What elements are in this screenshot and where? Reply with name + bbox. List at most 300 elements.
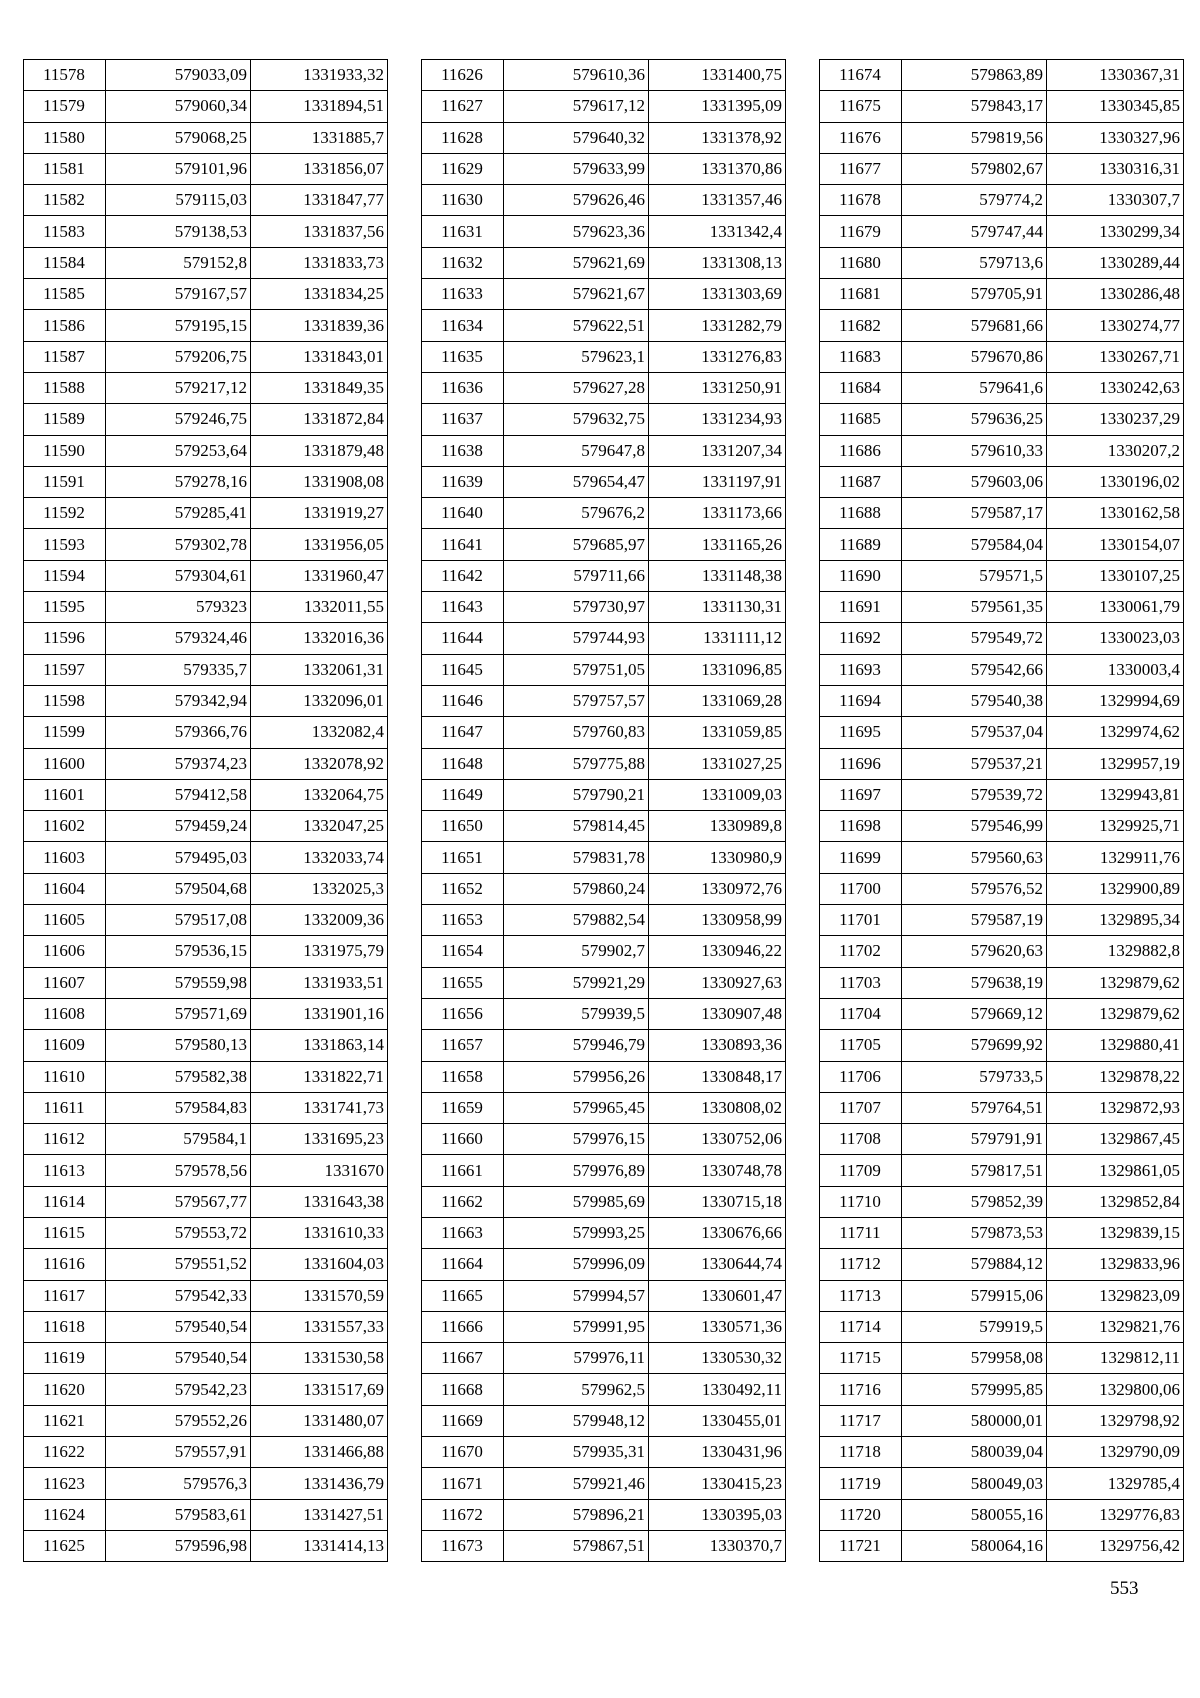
y-coordinate-cell: 1329756,42 — [1047, 1530, 1184, 1561]
x-coordinate-cell: 579760,83 — [504, 717, 649, 748]
point-number-cell: 11581 — [24, 153, 106, 184]
table-row — [24, 1155, 388, 1186]
point-number-cell: 11594 — [24, 560, 106, 591]
point-number-cell: 11613 — [24, 1155, 106, 1186]
x-coordinate-cell: 579206,75 — [106, 341, 251, 372]
y-coordinate-cell: 1331517,69 — [251, 1374, 388, 1405]
y-coordinate-cell: 1332078,92 — [251, 748, 388, 779]
point-number-cell: 11606 — [24, 936, 106, 967]
table-row — [422, 153, 786, 184]
point-number-cell: 11585 — [24, 279, 106, 310]
y-coordinate-cell: 1331165,26 — [649, 529, 786, 560]
x-coordinate-cell: 579991,95 — [504, 1311, 649, 1342]
y-coordinate-cell: 1331670 — [251, 1155, 388, 1186]
y-coordinate-cell: 1330307,7 — [1047, 185, 1184, 216]
table-row — [422, 1249, 786, 1280]
point-number-cell: 11703 — [820, 967, 902, 998]
y-coordinate-cell: 1331843,01 — [251, 341, 388, 372]
x-coordinate-cell: 579302,78 — [106, 529, 251, 560]
y-coordinate-cell: 1331856,07 — [251, 153, 388, 184]
table-row — [422, 1217, 786, 1248]
x-coordinate-cell: 579517,08 — [106, 905, 251, 936]
y-coordinate-cell: 1330286,48 — [1047, 279, 1184, 310]
x-coordinate-cell: 579638,19 — [902, 967, 1047, 998]
point-number-cell: 11692 — [820, 623, 902, 654]
x-coordinate-cell: 579115,03 — [106, 185, 251, 216]
x-coordinate-cell: 579791,91 — [902, 1124, 1047, 1155]
point-number-cell: 11617 — [24, 1280, 106, 1311]
y-coordinate-cell: 1330748,78 — [649, 1155, 786, 1186]
point-number-cell: 11611 — [24, 1092, 106, 1123]
x-coordinate-cell: 579584,1 — [106, 1124, 251, 1155]
x-coordinate-cell: 579504,68 — [106, 873, 251, 904]
y-coordinate-cell: 1331956,05 — [251, 529, 388, 560]
y-coordinate-cell: 1332061,31 — [251, 654, 388, 685]
point-number-cell: 11609 — [24, 1030, 106, 1061]
point-number-cell: 11688 — [820, 498, 902, 529]
y-coordinate-cell: 1330808,02 — [649, 1092, 786, 1123]
y-coordinate-cell: 1330752,06 — [649, 1124, 786, 1155]
x-coordinate-cell: 579699,92 — [902, 1030, 1047, 1061]
x-coordinate-cell: 579958,08 — [902, 1343, 1047, 1374]
table-row — [24, 1092, 388, 1123]
point-number-cell: 11651 — [422, 842, 504, 873]
point-number-cell: 11718 — [820, 1437, 902, 1468]
point-number-cell: 11627 — [422, 91, 504, 122]
point-number-cell: 11603 — [24, 842, 106, 873]
table-row — [24, 1343, 388, 1374]
y-coordinate-cell: 1331695,23 — [251, 1124, 388, 1155]
point-number-cell: 11673 — [422, 1530, 504, 1561]
point-number-cell: 11619 — [24, 1343, 106, 1374]
point-number-cell: 11643 — [422, 592, 504, 623]
x-coordinate-cell: 579622,51 — [504, 310, 649, 341]
x-coordinate-cell: 579802,67 — [902, 153, 1047, 184]
x-coordinate-cell: 579580,13 — [106, 1030, 251, 1061]
point-number-cell: 11644 — [422, 623, 504, 654]
y-coordinate-cell: 1329872,93 — [1047, 1092, 1184, 1123]
table-row — [422, 685, 786, 716]
y-coordinate-cell: 1329882,8 — [1047, 936, 1184, 967]
y-coordinate-cell: 1331027,25 — [649, 748, 786, 779]
table-row — [820, 1311, 1184, 1342]
table-row — [820, 905, 1184, 936]
y-coordinate-cell: 1331975,79 — [251, 936, 388, 967]
y-coordinate-cell: 1331894,51 — [251, 91, 388, 122]
x-coordinate-cell: 579976,11 — [504, 1343, 649, 1374]
x-coordinate-cell: 579553,72 — [106, 1217, 251, 1248]
table-row — [820, 654, 1184, 685]
x-coordinate-cell: 580000,01 — [902, 1405, 1047, 1436]
x-coordinate-cell: 579705,91 — [902, 279, 1047, 310]
x-coordinate-cell: 579843,17 — [902, 91, 1047, 122]
x-coordinate-cell: 579571,69 — [106, 998, 251, 1029]
y-coordinate-cell: 1331741,73 — [251, 1092, 388, 1123]
table-row — [422, 529, 786, 560]
table-row — [422, 1155, 786, 1186]
y-coordinate-cell: 1332016,36 — [251, 623, 388, 654]
table-row — [422, 91, 786, 122]
point-number-cell: 11584 — [24, 247, 106, 278]
point-number-cell: 11599 — [24, 717, 106, 748]
x-coordinate-cell: 579676,2 — [504, 498, 649, 529]
y-coordinate-cell: 1329925,71 — [1047, 811, 1184, 842]
point-number-cell: 11691 — [820, 592, 902, 623]
table-row — [820, 1468, 1184, 1499]
table-row — [24, 1186, 388, 1217]
table-row — [820, 811, 1184, 842]
y-coordinate-cell: 1331370,86 — [649, 153, 786, 184]
point-number-cell: 11677 — [820, 153, 902, 184]
point-number-cell: 11601 — [24, 779, 106, 810]
y-coordinate-cell: 1331885,7 — [251, 122, 388, 153]
y-coordinate-cell: 1330267,71 — [1047, 341, 1184, 372]
point-number-cell: 11634 — [422, 310, 504, 341]
table-row — [422, 372, 786, 403]
point-number-cell: 11590 — [24, 435, 106, 466]
y-coordinate-cell: 1331822,71 — [251, 1061, 388, 1092]
x-coordinate-cell: 579946,79 — [504, 1030, 649, 1061]
table-row — [24, 1280, 388, 1311]
y-coordinate-cell: 1331919,27 — [251, 498, 388, 529]
table-row — [820, 404, 1184, 435]
y-coordinate-cell: 1331610,33 — [251, 1217, 388, 1248]
point-number-cell: 11687 — [820, 466, 902, 497]
point-number-cell: 11654 — [422, 936, 504, 967]
point-number-cell: 11608 — [24, 998, 106, 1029]
y-coordinate-cell: 1332011,55 — [251, 592, 388, 623]
x-coordinate-cell: 579304,61 — [106, 560, 251, 591]
x-coordinate-cell: 579965,45 — [504, 1092, 649, 1123]
point-number-cell: 11623 — [24, 1468, 106, 1499]
table-row — [820, 717, 1184, 748]
y-coordinate-cell: 1331908,08 — [251, 466, 388, 497]
point-number-cell: 11716 — [820, 1374, 902, 1405]
table-row — [24, 1374, 388, 1405]
x-coordinate-cell: 579584,04 — [902, 529, 1047, 560]
table-row — [24, 1311, 388, 1342]
y-coordinate-cell: 1332096,01 — [251, 685, 388, 716]
point-number-cell: 11663 — [422, 1217, 504, 1248]
point-number-cell: 11630 — [422, 185, 504, 216]
x-coordinate-cell: 579774,2 — [902, 185, 1047, 216]
point-number-cell: 11616 — [24, 1249, 106, 1280]
point-number-cell: 11679 — [820, 216, 902, 247]
x-coordinate-cell: 579539,72 — [902, 779, 1047, 810]
y-coordinate-cell: 1330455,01 — [649, 1405, 786, 1436]
x-coordinate-cell: 579985,69 — [504, 1186, 649, 1217]
point-number-cell: 11706 — [820, 1061, 902, 1092]
table-row — [422, 341, 786, 372]
table-row — [24, 185, 388, 216]
y-coordinate-cell: 1329994,69 — [1047, 685, 1184, 716]
table-row — [820, 1186, 1184, 1217]
x-coordinate-cell: 579744,93 — [504, 623, 649, 654]
y-coordinate-cell: 1331834,25 — [251, 279, 388, 310]
y-coordinate-cell: 1330927,63 — [649, 967, 786, 998]
y-coordinate-cell: 1330848,17 — [649, 1061, 786, 1092]
point-number-cell: 11696 — [820, 748, 902, 779]
x-coordinate-cell: 579195,15 — [106, 310, 251, 341]
y-coordinate-cell: 1329812,11 — [1047, 1343, 1184, 1374]
point-number-cell: 11701 — [820, 905, 902, 936]
point-number-cell: 11586 — [24, 310, 106, 341]
point-number-cell: 11593 — [24, 529, 106, 560]
y-coordinate-cell: 1330676,66 — [649, 1217, 786, 1248]
table-row — [24, 1249, 388, 1280]
y-coordinate-cell: 1330644,74 — [649, 1249, 786, 1280]
table-row — [24, 779, 388, 810]
y-coordinate-cell: 1331833,73 — [251, 247, 388, 278]
point-number-cell: 11631 — [422, 216, 504, 247]
table-row — [24, 404, 388, 435]
y-coordinate-cell: 1330989,8 — [649, 811, 786, 842]
table-row — [820, 341, 1184, 372]
table-row — [422, 811, 786, 842]
x-coordinate-cell: 579935,31 — [504, 1437, 649, 1468]
y-coordinate-cell: 1330715,18 — [649, 1186, 786, 1217]
table-row — [24, 1030, 388, 1061]
table-row — [422, 279, 786, 310]
x-coordinate-cell: 579896,21 — [504, 1499, 649, 1530]
y-coordinate-cell: 1330395,03 — [649, 1499, 786, 1530]
coordinate-table-2 — [421, 59, 786, 1562]
x-coordinate-cell: 579623,1 — [504, 341, 649, 372]
table-row — [422, 842, 786, 873]
point-number-cell: 11657 — [422, 1030, 504, 1061]
x-coordinate-cell: 579884,12 — [902, 1249, 1047, 1280]
y-coordinate-cell: 1332064,75 — [251, 779, 388, 810]
x-coordinate-cell: 579561,35 — [902, 592, 1047, 623]
table-row — [24, 1437, 388, 1468]
point-number-cell: 11642 — [422, 560, 504, 591]
table-row — [24, 60, 388, 91]
table-row — [820, 498, 1184, 529]
y-coordinate-cell: 1332082,4 — [251, 717, 388, 748]
y-coordinate-cell: 1331342,4 — [649, 216, 786, 247]
y-coordinate-cell: 1331879,48 — [251, 435, 388, 466]
x-coordinate-cell: 579627,28 — [504, 372, 649, 403]
y-coordinate-cell: 1330946,22 — [649, 936, 786, 967]
y-coordinate-cell: 1330492,11 — [649, 1374, 786, 1405]
y-coordinate-cell: 1329800,06 — [1047, 1374, 1184, 1405]
x-coordinate-cell: 579919,5 — [902, 1311, 1047, 1342]
point-number-cell: 11686 — [820, 435, 902, 466]
y-coordinate-cell: 1330162,58 — [1047, 498, 1184, 529]
table-row — [24, 560, 388, 591]
point-number-cell: 11635 — [422, 341, 504, 372]
y-coordinate-cell: 1331863,14 — [251, 1030, 388, 1061]
point-number-cell: 11714 — [820, 1311, 902, 1342]
x-coordinate-cell: 579253,64 — [106, 435, 251, 466]
table-row — [24, 873, 388, 904]
point-number-cell: 11592 — [24, 498, 106, 529]
table-row — [24, 529, 388, 560]
y-coordinate-cell: 1330958,99 — [649, 905, 786, 936]
table-row — [422, 779, 786, 810]
y-coordinate-cell: 1331557,33 — [251, 1311, 388, 1342]
point-number-cell: 11666 — [422, 1311, 504, 1342]
y-coordinate-cell: 1331009,03 — [649, 779, 786, 810]
table-row — [820, 185, 1184, 216]
point-number-cell: 11595 — [24, 592, 106, 623]
table-row — [422, 873, 786, 904]
x-coordinate-cell: 579549,72 — [902, 623, 1047, 654]
x-coordinate-cell: 579994,57 — [504, 1280, 649, 1311]
table-row — [24, 498, 388, 529]
x-coordinate-cell: 579730,97 — [504, 592, 649, 623]
y-coordinate-cell: 1330107,25 — [1047, 560, 1184, 591]
point-number-cell: 11712 — [820, 1249, 902, 1280]
x-coordinate-cell: 579623,36 — [504, 216, 649, 247]
x-coordinate-cell: 579681,66 — [902, 310, 1047, 341]
point-number-cell: 11637 — [422, 404, 504, 435]
x-coordinate-cell: 579976,15 — [504, 1124, 649, 1155]
y-coordinate-cell: 1330907,48 — [649, 998, 786, 1029]
point-number-cell: 11669 — [422, 1405, 504, 1436]
x-coordinate-cell: 579542,33 — [106, 1280, 251, 1311]
point-number-cell: 11700 — [820, 873, 902, 904]
table-row — [24, 1530, 388, 1561]
y-coordinate-cell: 1329879,62 — [1047, 967, 1184, 998]
y-coordinate-cell: 1331378,92 — [649, 122, 786, 153]
table-row — [422, 623, 786, 654]
y-coordinate-cell: 1330345,85 — [1047, 91, 1184, 122]
x-coordinate-cell: 579374,23 — [106, 748, 251, 779]
y-coordinate-cell: 1330196,02 — [1047, 466, 1184, 497]
table-row — [24, 748, 388, 779]
x-coordinate-cell: 579246,75 — [106, 404, 251, 435]
x-coordinate-cell: 579996,09 — [504, 1249, 649, 1280]
point-number-cell: 11625 — [24, 1530, 106, 1561]
y-coordinate-cell: 1329861,05 — [1047, 1155, 1184, 1186]
point-number-cell: 11710 — [820, 1186, 902, 1217]
x-coordinate-cell: 579576,52 — [902, 873, 1047, 904]
point-number-cell: 11662 — [422, 1186, 504, 1217]
x-coordinate-cell: 579882,54 — [504, 905, 649, 936]
y-coordinate-cell: 1329957,19 — [1047, 748, 1184, 779]
table-row — [24, 1061, 388, 1092]
x-coordinate-cell: 579915,06 — [902, 1280, 1047, 1311]
table-row — [820, 1280, 1184, 1311]
y-coordinate-cell: 1331207,34 — [649, 435, 786, 466]
table-row — [820, 247, 1184, 278]
x-coordinate-cell: 580049,03 — [902, 1468, 1047, 1499]
table-row — [820, 1405, 1184, 1436]
table-row — [422, 1374, 786, 1405]
table-row — [820, 1061, 1184, 1092]
coordinate-table-body — [422, 60, 786, 1562]
point-number-cell: 11607 — [24, 967, 106, 998]
table-row — [422, 560, 786, 591]
point-number-cell: 11579 — [24, 91, 106, 122]
table-row — [820, 592, 1184, 623]
y-coordinate-cell: 1331933,32 — [251, 60, 388, 91]
x-coordinate-cell: 579537,04 — [902, 717, 1047, 748]
table-row — [820, 1343, 1184, 1374]
y-coordinate-cell: 1331111,12 — [649, 623, 786, 654]
y-coordinate-cell: 1330601,47 — [649, 1280, 786, 1311]
x-coordinate-cell: 579571,5 — [902, 560, 1047, 591]
y-coordinate-cell: 1330370,7 — [649, 1530, 786, 1561]
table-row — [24, 310, 388, 341]
point-number-cell: 11676 — [820, 122, 902, 153]
point-number-cell: 11622 — [24, 1437, 106, 1468]
x-coordinate-cell: 579582,38 — [106, 1061, 251, 1092]
x-coordinate-cell: 579948,12 — [504, 1405, 649, 1436]
x-coordinate-cell: 579583,61 — [106, 1499, 251, 1530]
x-coordinate-cell: 579587,17 — [902, 498, 1047, 529]
x-coordinate-cell: 579335,7 — [106, 654, 251, 685]
x-coordinate-cell: 579757,57 — [504, 685, 649, 716]
point-number-cell: 11591 — [24, 466, 106, 497]
table-row — [24, 1499, 388, 1530]
x-coordinate-cell: 579921,46 — [504, 1468, 649, 1499]
point-number-cell: 11587 — [24, 341, 106, 372]
point-number-cell: 11650 — [422, 811, 504, 842]
table-row — [820, 279, 1184, 310]
table-row — [820, 1249, 1184, 1280]
point-number-cell: 11578 — [24, 60, 106, 91]
point-number-cell: 11670 — [422, 1437, 504, 1468]
y-coordinate-cell: 1329880,41 — [1047, 1030, 1184, 1061]
y-coordinate-cell: 1330316,31 — [1047, 153, 1184, 184]
point-number-cell: 11656 — [422, 998, 504, 1029]
point-number-cell: 11715 — [820, 1343, 902, 1374]
y-coordinate-cell: 1331096,85 — [649, 654, 786, 685]
y-coordinate-cell: 1331069,28 — [649, 685, 786, 716]
table-row — [24, 685, 388, 716]
x-coordinate-cell: 579552,26 — [106, 1405, 251, 1436]
table-row — [820, 1155, 1184, 1186]
x-coordinate-cell: 579621,67 — [504, 279, 649, 310]
table-row — [24, 341, 388, 372]
coordinate-table-body — [24, 60, 388, 1562]
y-coordinate-cell: 1331901,16 — [251, 998, 388, 1029]
y-coordinate-cell: 1330242,63 — [1047, 372, 1184, 403]
y-coordinate-cell: 1332047,25 — [251, 811, 388, 842]
x-coordinate-cell: 579921,29 — [504, 967, 649, 998]
x-coordinate-cell: 579138,53 — [106, 216, 251, 247]
table-row — [24, 592, 388, 623]
y-coordinate-cell: 1330972,76 — [649, 873, 786, 904]
table-row — [820, 1374, 1184, 1405]
page-number: 553 — [1110, 1578, 1139, 1599]
y-coordinate-cell: 1329878,22 — [1047, 1061, 1184, 1092]
x-coordinate-cell: 579831,78 — [504, 842, 649, 873]
y-coordinate-cell: 1329911,76 — [1047, 842, 1184, 873]
x-coordinate-cell: 579540,54 — [106, 1311, 251, 1342]
table-row — [820, 998, 1184, 1029]
table-row — [820, 60, 1184, 91]
x-coordinate-cell: 579610,33 — [902, 435, 1047, 466]
x-coordinate-cell: 579537,21 — [902, 748, 1047, 779]
point-number-cell: 11709 — [820, 1155, 902, 1186]
table-row — [422, 498, 786, 529]
x-coordinate-cell: 579540,54 — [106, 1343, 251, 1374]
point-number-cell: 11652 — [422, 873, 504, 904]
point-number-cell: 11698 — [820, 811, 902, 842]
point-number-cell: 11694 — [820, 685, 902, 716]
table-row — [820, 1030, 1184, 1061]
table-row — [422, 1061, 786, 1092]
table-row — [422, 435, 786, 466]
table-row — [422, 1405, 786, 1436]
x-coordinate-cell: 579324,46 — [106, 623, 251, 654]
table-row — [422, 1530, 786, 1561]
y-coordinate-cell: 1331234,93 — [649, 404, 786, 435]
table-row — [24, 247, 388, 278]
